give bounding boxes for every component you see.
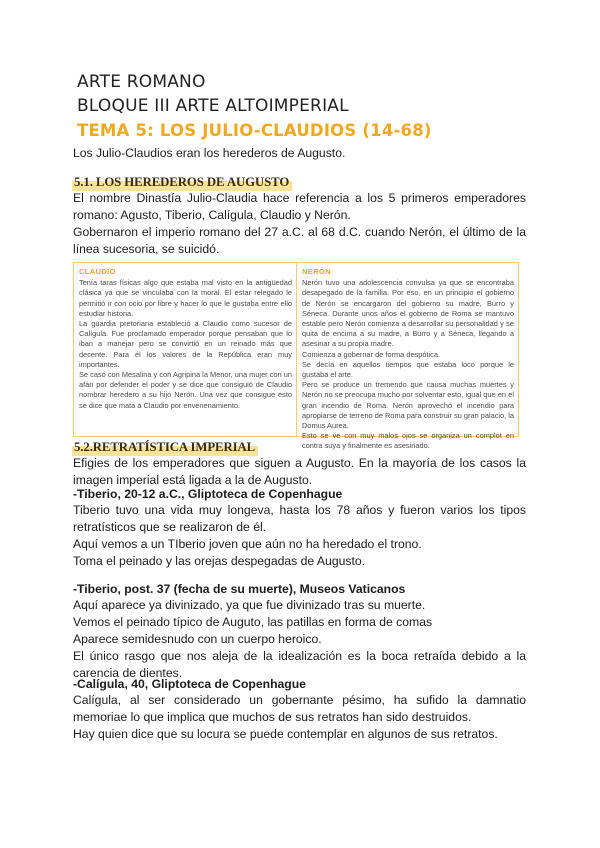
tiberio-young-line: Tiberio tuvo una vida muy longeva, hasta los 78 años y fueron varios los tipos retratísticos que se realizaron de él. (73, 503, 526, 534)
section-1-heading: 5.1. LOS HEREDEROS DE AUGUSTO (72, 175, 292, 191)
claudio-box (74, 263, 296, 436)
neron-box (296, 263, 518, 451)
claudio-paragraph: Se casó con Mesalina y con Agripina la Menor, una mujer con un afán por defender el poder y se dice que consiguió de Claudio nombrar heredero a su hijo Nerón. Una vez que consigue esto se dice que mata a Claudio por envenenamiento. (79, 370, 292, 410)
caligula-line: Hay quien dice que su locura se puede contemplar en algunos de sus retratos. (73, 727, 498, 741)
section-2-intro: Efigies de los emperadores que siguen a Augusto. En la mayoría de los casos la imagen imperial está ligada a la de Augusto. (73, 456, 526, 487)
section-2-heading: 5.2.RETRATÍSTICA IMPERIAL (72, 440, 258, 456)
claudio-paragraph: La guardia pretoriana estableció a Claudio como sucesor de Calígula. Fue proclamado emperador porque pensaban que lo iban a manejar pero se convirtió en un reinado más que decente. Para él los valores de la República eran muy importantes. (79, 319, 292, 369)
intro-text: Los Julio-Claudios eran los herederos de Augusto. (73, 146, 346, 160)
tiberio-divinized-line: Aquí aparece ya divinizado, ya que fue divinizado tras su muerte. (73, 598, 426, 612)
block-title: BLOQUE III ARTE ALTOIMPERIAL (77, 96, 349, 116)
tiberio-divinized-title: -Tiberio, post. 37 (fecha de su muerte), Museos Vaticanos (73, 582, 406, 596)
tiberio-divinized-line: Aparece semidesnudo con un cuerpo heroico. (73, 632, 322, 646)
tema-title: TEMA 5: LOS JULIO-CLAUDIOS (14-68) (77, 121, 432, 140)
section-1-paragraph-1: El nombre Dinastía Julio-Claudia hace referencia a los 5 primeros emperadores romano: Agusto, Tiberio, Calígula, Claudio y Nerón. (73, 191, 526, 222)
tiberio-young-line: Aquí vemos a un TIberio joven que aún no ha heredado el trono. (73, 537, 422, 551)
neron-paragraph: Pero se produce un tremendo que causa muchas muertes y Nerón no se preocupa mucho por solventar esto, igual que en el gran incendio de Roma. Nerón aprovechó el incendio para apropiarse de terreno de Roma para construir su gran palacio, la Domus Aurea. (302, 380, 514, 431)
claudio-box-title: CLAUDIO (79, 267, 116, 276)
section-1-paragraph-2: Gobernaron el imperio romano del 27 a.C. al 68 d.C. cuando Nerón, el último de la línea sucesoria, se suicidó. (73, 225, 526, 256)
neron-box-title: NERÓN (302, 267, 331, 276)
claudio-paragraph: Tenía taras físicas algo que estaba mal visto en la antigüedad clásica ya que se vinculaba con la moral. El estar relegado le permitió ir con ocio por libre y hacer lo que le gustaba entre ello estudiar historia. (79, 278, 292, 318)
neron-paragraph: Se decía en aquellos tiempos que estaba loco porque le gustaba el arte. (302, 359, 514, 380)
caligula-line: Calígula, al ser considerado un gobernante pésimo, ha sufido la damnatio memoriae lo que implica que muchos de sus retratos han sido destruidos. (73, 693, 526, 724)
neron-paragraph: Nerón tuvo una adolescencia convulsa ya que se encontraba desapegado de la familia. Por eso, en un principio el gobierno de Nerón se encargaron del gobierno su madre, Burro y Séneca. Durante unos años el gobierno de Roma se mantuvo estable pero Nerón comienza a desarrollar su personalidad y se quita de encima a su madre, a Burro y a Séneca, llegando a asesinar a su propia madre. (302, 278, 514, 349)
tiberio-young-line: Toma el peinado y las orejas despegadas de Augusto. (73, 554, 366, 568)
neron-paragraph: Comienza a gobernar de forma despótica. (302, 349, 441, 359)
course-title: ARTE ROMANO (77, 72, 206, 92)
tiberio-divinized-line: El único rasgo que nos aleja de la idealización es la boca retraída debido a la carencia de dientes. (73, 649, 526, 680)
tiberio-divinized-line: Vemos el peinado típico de Auguto, las patillas en forma de comas (73, 615, 433, 629)
caligula-title: -Calígula, 40, Gliptoteca de Copenhague (73, 677, 306, 691)
neron-paragraph: Esto se ve con muy malos ojos se organiza un complot en contra suya y finalmente es asesinado. (302, 431, 514, 451)
tiberio-young-title: -Tiberio, 20-12 a.C., Gliptoteca de Copenhague (73, 487, 343, 501)
